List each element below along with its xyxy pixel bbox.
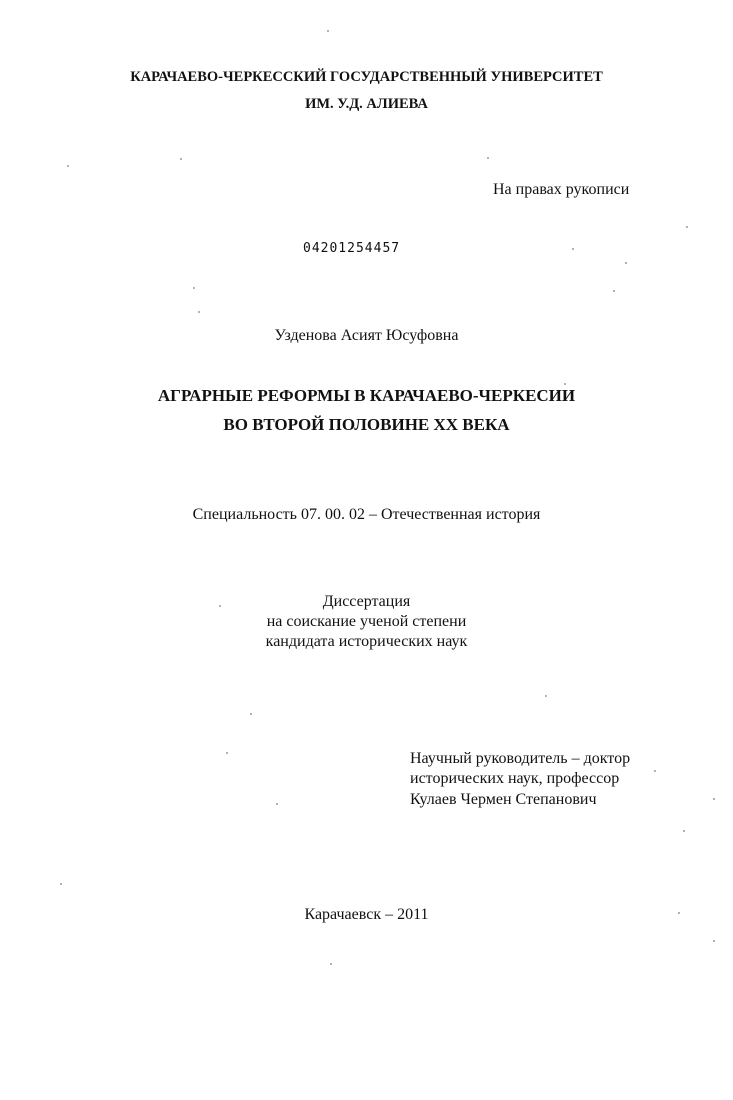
university-name-line1: КАРАЧАЕВО-ЧЕРКЕССКИЙ ГОСУДАРСТВЕННЫЙ УНИВЕРСИТЕТ bbox=[130, 69, 603, 85]
scan-speck bbox=[625, 262, 627, 264]
scan-speck bbox=[276, 803, 278, 805]
scan-speck bbox=[219, 605, 221, 607]
scan-speck bbox=[180, 158, 182, 160]
scan-speck bbox=[654, 770, 656, 772]
scan-speck bbox=[330, 963, 332, 965]
author-name: Узденова Асият Юсуфовна bbox=[274, 327, 459, 344]
scan-speck bbox=[193, 287, 195, 289]
scan-speck bbox=[564, 383, 566, 385]
scan-speck bbox=[327, 30, 329, 32]
supervisor-line1: Научный руководитель – доктор bbox=[410, 750, 631, 767]
scan-speck bbox=[572, 248, 574, 250]
scan-speck bbox=[67, 165, 69, 167]
dissertation-label: Диссертация bbox=[322, 593, 411, 610]
dissertation-title-line1: АГРАРНЫЕ РЕФОРМЫ В КАРАЧАЕВО-ЧЕРКЕСИИ bbox=[157, 386, 576, 405]
scan-speck bbox=[226, 752, 228, 754]
scan-speck bbox=[678, 912, 680, 914]
scan-speck bbox=[683, 830, 685, 832]
scan-speck bbox=[613, 290, 615, 292]
degree-line2: кандидата исторических наук bbox=[265, 633, 468, 650]
registration-number: 04201254457 bbox=[303, 241, 401, 256]
scan-speck bbox=[686, 226, 688, 228]
university-name-line2: ИМ. У.Д. АЛИЕВА bbox=[305, 96, 428, 112]
manuscript-rights-note: На правах рукописи bbox=[493, 181, 630, 198]
supervisor-name: Кулаев Чермен Степанович bbox=[410, 791, 597, 808]
place-and-year: Карачаевск – 2011 bbox=[304, 906, 429, 923]
supervisor-line2: исторических наук, профессор bbox=[410, 770, 620, 787]
scan-speck bbox=[713, 798, 715, 800]
dissertation-title-line2: ВО ВТОРОЙ ПОЛОВИНЕ XX ВЕКА bbox=[223, 415, 510, 434]
scan-speck bbox=[250, 713, 252, 715]
scan-speck bbox=[713, 940, 715, 942]
scan-speck bbox=[487, 157, 489, 159]
scan-speck bbox=[545, 695, 547, 697]
specialty-line: Специальность 07. 00. 02 – Отечественная история bbox=[192, 506, 541, 523]
scan-speck bbox=[60, 883, 62, 885]
degree-line1: на соискание ученой степени bbox=[266, 613, 467, 630]
scan-speck bbox=[198, 311, 200, 313]
